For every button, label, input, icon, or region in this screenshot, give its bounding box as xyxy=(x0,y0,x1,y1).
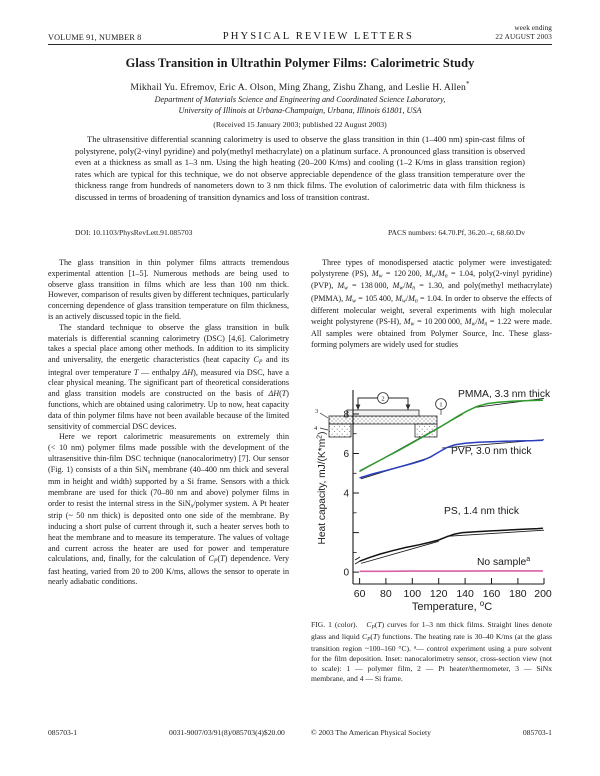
affiliation-line-2: University of Illinois at Urbana-Champaign, Urbana, Illinois 61801, USA xyxy=(178,105,422,115)
ytick-6: 6 xyxy=(343,449,349,461)
ytick-0: 0 xyxy=(343,567,349,579)
xtick-100: 100 xyxy=(403,588,422,600)
article-id-right: 085703-1 xyxy=(522,728,552,737)
issue-date: 22 AUGUST 2003 xyxy=(495,32,552,41)
annotation-no-sample: No sample$^a$ xyxy=(477,556,531,568)
issn-line: 0031-9007/03/91(8)/085703(4)$20.00 xyxy=(169,728,285,737)
copyright-notice: © 2003 The American Physical Society xyxy=(310,728,431,737)
paragraph: Three types of monodispersed atactic polymer were investigated: polystyrene (PS), $M_w = 120$ 200, $M_w/M_n = 1.04$, poly(2-vinyl pyridine) (PVP), $M_w = 138$ 000, $M_w/M_n = 1.30$, and poly(methyl methacrylate) (PMMA), $M_w = 105$ 400, $M_w/M_n = 1.04$. In order to observe the effects of different molecular weight, several experiments with high molecular weight polystyrene (PS-H), $M_w = 10$ 200 000, $M_w/M_n = 1.22$ were made. All samples were obtained from Polymer Source, Inc. These glass-forming polymers are widely used for studies xyxy=(311,258,553,349)
xtick-200: 200 xyxy=(534,588,552,600)
doi-pacs-line xyxy=(75,228,525,237)
cp-vs-temperature-plot xyxy=(311,388,552,613)
page-footer xyxy=(48,728,552,737)
pacs-numbers: PACS numbers: 64.70.Pf, 36.20.–r, 68.60.Dv xyxy=(388,228,525,237)
inset-label-3: 3 xyxy=(315,408,319,415)
abstract: The ultrasensitive differential scanning calorimetry is used to observe the glass transition in thin (1–400 nm) spin-cast films of polystyrene, poly(2-vinyl pyridine) and poly(methyl methacrylate) on a platinum surface. A pronounced glass transition is observed even at a thickness as small as 1–3 nm. Using the high heating (20–200 K/ms) and cooling (1–2 K/ms in glass transition region) rates which are typical for this technique, we do not observe appreciable dependence of the glass transition temperature over the thickness range from hundreds of nanometers down to 3 nm thick films. The evolution of calorimetric data with film thickness is discussed in terms of broadening of transition dynamics and loss of transition contrast. xyxy=(75,134,525,202)
journal-name: PHYSICAL REVIEW LETTERS xyxy=(222,30,415,42)
received-date: (Received 15 January 2003; published 22 August 2003) xyxy=(213,120,387,129)
xtick-60: 60 xyxy=(353,588,366,600)
x-axis-label: Temperature, $^o$C xyxy=(411,599,493,613)
xtick-120: 120 xyxy=(429,588,448,600)
inset-label-1: 1 xyxy=(439,401,443,409)
annotation-pmma: PMMA, 3.3 nm thick xyxy=(458,389,551,400)
author-footnote-marker: * xyxy=(465,80,470,88)
footer-middle xyxy=(169,728,431,737)
ytick-8: 8 xyxy=(343,409,349,421)
body-column-left xyxy=(48,258,289,588)
xtick-80: 80 xyxy=(380,588,392,600)
affiliation-line-1: Department of Materials Science and Engineering and Coordinated Science Laboratory, xyxy=(154,95,446,104)
inset-sensor-diagram xyxy=(314,393,446,437)
week-ending-label: week ending xyxy=(514,24,552,32)
inset-label-4: 4 xyxy=(314,425,318,432)
figure-caption: FIG. 1 (color). $C_P(T)$ curves for 1–3 nm thick films. Straight lines denote glass and liquid $C_P(T)$ functions. The heating rate is 30–40 K/ms (at the glass transition region ~100–160 °C). $^a$— control experiment using a pure solvent for the film deposition. Inset: nanocalorimetry sensor, cross-section view (not to scale): 1 — polymer film, 2 — Pt heater/thermometer, 3 — SiNx membrane, and 4 — Si frame. xyxy=(311,620,552,683)
plot-svg xyxy=(311,388,552,613)
affiliation xyxy=(48,95,552,117)
issue-date-block xyxy=(495,24,552,42)
y-axis-label: Heat capacity, $mJ/(K*m^2)$ xyxy=(316,431,328,545)
figure-1 xyxy=(311,388,552,613)
doi[interactable]: DOI: 10.1103/PhysRevLett.91.085703 xyxy=(75,228,193,237)
ytick-4: 4 xyxy=(343,488,349,500)
paragraph: Here we report calorimetric measurements on extremely thin (< 10 nm) polymer films made possible with the development of the ultrasensitive thin-film DSC technique (nanocalorimetry) [7]. Our sensor (Fig. 1) consists of a thin SiN$_x$ membrane (40–400 nm thick and several mm in height and width) supported by a Si frame. Sensors with a thick membrane are used for thick (70–80 nm and above) polymer films in order to resist the internal stress in the SiN$_x$/polymer system. A Pt heater strip (~ 50 nm thick) is deposited onto one side of the membrane. By inducing a short pulse of current through it, such a heater serves both to heat the membrane and to measure its temperature. The values of voltage and current across the heater are used for power and temperature calculations, and, finally, for the calculation of $C_P(T)$ dependence. Very fast heating, varied from 20 to 200 K/ms, allows the sensor to operate in nearly adiabatic conditions. xyxy=(48,432,289,587)
axis-break-marks xyxy=(355,557,360,564)
article-id-left: 085703-1 xyxy=(48,728,78,737)
author-list xyxy=(48,80,552,93)
volume-issue: VOLUME 91, NUMBER 8 xyxy=(48,32,142,42)
article-title: Glass Transition in Ultrathin Polymer Films: Calorimetric Study xyxy=(125,56,475,70)
paragraph: The glass transition in thin polymer films attracts tremendous experimental attention [1–5]. Numerous methods are being used to observe glass transition in films which are less than 100 nm thick. However, comparison of results given by different techniques, particularly concerning dependence of glass transition temperature on film thickness, is an actively discussed topic in the field. xyxy=(48,258,289,321)
annotation-ps: PS, 1.4 nm thick xyxy=(444,506,519,517)
running-head xyxy=(48,24,552,45)
paragraph: The standard technique to observe the glass transition in bulk materials is differential scanning calorimetry (DSC) [4,6]. Calorimetry takes a special place among other methods. In addition to its simplicity and universality, the energetic characteristics (heat capacity $C_P$ and its integral over temperature T — enthalpy ΔH), measured via DSC, have a clear physical meaning. The significant part of theoretical considerations and glass transition models are constructed on the basis of ΔH(T) functions, which are obtained using calorimetry. Up to now, heat capacity data of thin polymer films have not been available because of the limited sensitivity of commercial DSC devices. xyxy=(48,322,289,431)
xtick-160: 160 xyxy=(482,588,501,600)
inset-label-2: 2 xyxy=(381,395,385,403)
xtick-180: 180 xyxy=(509,588,527,600)
annotation-pvp: PVP, 3.0 nm thick xyxy=(451,446,532,457)
xtick-140: 140 xyxy=(456,588,474,600)
author-names: Mikhail Yu. Efremov, Eric A. Olson, Ming Zhang, Zishu Zhang, and Leslie H. Allen xyxy=(130,82,466,94)
body-column-right xyxy=(311,258,552,351)
